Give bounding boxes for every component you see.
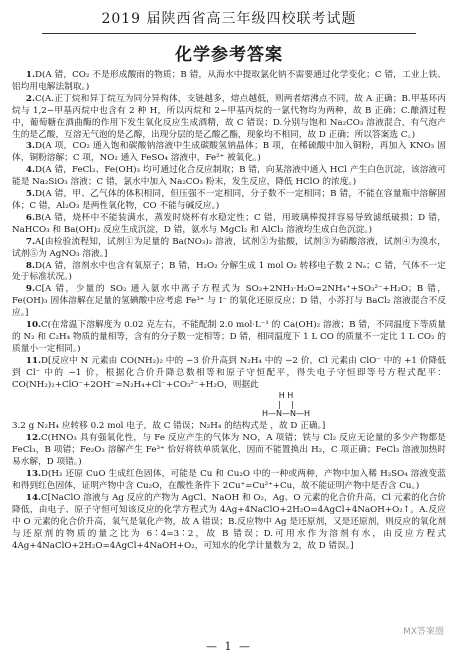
answer-item: 2.C(A.正丁烷和异丁烷互为同分异构体，支链越多，熔点越低，则两者熔沸点不同，故 A 正确；B.甲基环丙烷与 1,2−甲基丙烷中也含有 2 种 H，所以丙烷和 2−甲基丙烷的一氯代物均为两种，故 B 正确；C.酿酒过程中，葡萄糖在酒曲酶的作用下发生氧化反应生成酒精，故 C 错误；D.分别与饱和 Na₂CO₃ 溶液混合，有气泡产生的是乙酸，互溶无气泡的是乙醇，出现分层的是乙酸乙酯，现象均不相同，故 D 正确；所以答案选 C。) xyxy=(12,93,446,140)
watermark-logo: MX答案圈 xyxy=(403,627,444,637)
answer-continuation: 3.2 g N₂H₄ 应转移 0.2 mol 电子，故 C 错误；N₂H₄ 的结构式是 ，故 D 正确。] xyxy=(12,421,326,432)
hydrazine-structure-block xyxy=(12,391,446,421)
answer-item: 11.D[反应中 N 元素由 CO(NH₂)₂ 中的 −3 价升高到 N₂H₄ 中的 −2 价，Cl 元素由 ClO⁻ 中的 +1 价降低到 Cl⁻ 中的 −1 价，根据化合价升降总数相等和原子守恒配平，得失电子守恒即等号方程式配平：CO(NH₂)₂+ClO⁻+2OH⁻=N₂H₄+Cl⁻+CO₃²⁻+H₂O，则据此 xyxy=(12,355,446,390)
exam-header: 2019 届陕西省高三年级四校联考试题 xyxy=(101,11,357,27)
answer-item: 1.D(A 错，CO₂ 不是形成酸雨的物质；B 错，从海水中提取氯化钠不需要通过化学变化；C 错，工业上铁、铝均用电解法制取。) xyxy=(12,70,446,92)
answer-item: 3.D(A 项，CO₂ 通入饱和碳酸钠溶液中生成碳酸氢钠晶体；B 项，在稀硫酸中加入铜粉，再加入 KNO₃ 固体，铜粉溶解；C 项，NO₂ 通入 FeSO₄ 溶液中，Fe²⁺ 被氧化。) xyxy=(12,141,446,164)
answer-item: 6.B(A 错，烧杯中不能装满水，蒸发时烧杯有水稳定性；C 错，用玻璃棒搅拌容易导致滤纸破损；D 错，NaHCO₃ 和 Ba(OH)₂ 反应生成沉淀，D 错，氨水与 MgCl₂ 和 AlCl₃ 溶液均生成白色沉淀。) xyxy=(12,212,446,235)
answer-item: 5.D(A 错，甲、乙气体的体积相同，但压强不一定相同，分子数不一定相同；B 错，不能在容量瓶中溶解固体；C 错，Al₂O₃ 是两性氧化物，CO 不能与碱反应。) xyxy=(12,189,446,211)
answer-item: 12.C(HNO₃ 具有强氧化性，与 Fe 反应产生的气体为 NO，A 项错；铁与 Cl₂ 反应无论量的多少产物都是 FeCl₃，B 项错；Fe₂O₃ 溶解产生 Fe³⁺ 恰好将铁单质氧化，因而不能置换出 H₂，C 项正确；FeCl₃ 溶液加热时易水解，D 项错。) xyxy=(12,433,446,468)
hydrazine-structural-formula: H H | | H—N—N—H xyxy=(262,391,310,419)
answer-item: 8.D(A 错，溶剂水中也含有氧原子；B 错，H₂O₂ 分解生成 1 mol O₂ 转移电子数 2 Nₐ；C 错，气体不一定处于标准状况。) xyxy=(12,260,446,283)
answer-item: 4.D(A 错，FeCl₂、Fe(OH)₃ 均可通过化合反应制取；B 错，向某溶液中通入 HCl 产生白色沉淀，该溶液可能是 Na₂SiO₃ 溶液；C 错，氯水中加入 Na₂CO₃ 粉末，发生反应，降低 HClO 的浓度。) xyxy=(12,165,446,188)
page-number: — 1 — xyxy=(206,640,252,653)
answer-item: 9.C[A 错，少量的 SO₂ 通入氨水中离子方程式为 SO₂+2NH₃·H₂O=2NH₄⁺+SO₃²⁻+H₂O；B 错，Fe(OH)₃ 固体溶解在足量的氢碘酸中应考虑 Fe³⁺ 与 I⁻ 的氧化还原反应；D 错，小苏打与 BaCl₂ 溶液混合不反应。] xyxy=(12,284,446,319)
answer-list xyxy=(12,70,446,552)
answer-item: 14.C[NaClO 溶液与 Ag 反应的产物为 AgCl、NaOH 和 O₂，Ag、O 元素的化合价升高，Cl 元素的化合价降低，由电子、原子守恒可知该反应的化学方程式为 4Ag+4NaClO+2H₂O=4AgCl+4NaOH+O₂↑。A.反应中 O 元素的化合价升高，氧气是氧化产物，故 A 错误；B.反应物中 Ag 是还原剂，又是还原剂，则反应的氧化剂与还原剂的物质的量之比为 6∶4=3∶2，故 B 错误；D.可用水作为溶剂有水，由反应方程式 4Ag+4NaClO+2H₂O=4AgCl+4NaOH+O₂，可知水的化学计量数为 2，故 D 错误。] xyxy=(12,492,446,551)
answer-item: 7.A[由检验流程知，试剂①为足量的 Ba(NO₃)₂ 溶液，试剂②为盐酸，试剂③为硝酸溶液，试剂④为溴水，试剂⑤为 AgNO₃ 溶液。] xyxy=(12,236,446,259)
answer-item: 13.D(H₂ 还原 CuO 生成红色固体，可能是 Cu 和 Cu₂O 中的一种或两种，产物中加入稀 H₂SO₄ 溶液变蓝和得到红色固体，证明产物中含 Cu₂O，在酸性条件下 2Cu⁺=Cu²⁺+Cu，故不能证明产物中是否含 Cu。) xyxy=(12,469,446,491)
header-divider xyxy=(42,33,416,34)
page-title: 化学参考答案 xyxy=(175,45,283,65)
answer-item: 10.C(在常温下溶解度为 0.02 克左右，不能配制 2.0 mol·L⁻¹ 的 Ca(OH)₂ 溶液；B 错，不同温度下等质量的 N₂ 和 C₂H₄ 物质的量相等，含有的分子数一定相等；D 错，相同温度下 1 L CO 的质量不一定比 1 L CO₂ 的质量小一定相同。) xyxy=(12,320,446,354)
